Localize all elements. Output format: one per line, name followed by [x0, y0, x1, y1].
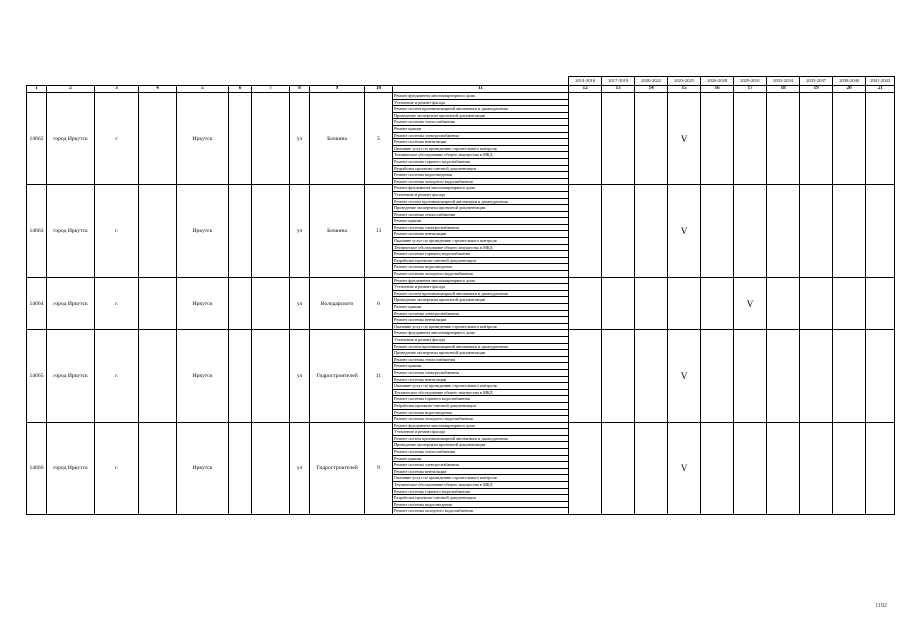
- work-type-cell: Ремонт системы водоотведения: [393, 409, 569, 416]
- work-type-cell: Оказание услуг по проведению строительного контроля: [393, 238, 569, 245]
- period-cell: [833, 422, 866, 514]
- planned-period-mark: V: [668, 93, 701, 185]
- work-type-cell: Ремонт системы электроснабжения: [393, 310, 569, 317]
- period-cell: [569, 422, 602, 514]
- work-type-cell: Утепление и ремонт фасада: [393, 191, 569, 198]
- work-type-cell: Техническое обследование общего имущества в МКД: [393, 244, 569, 251]
- period-cell: [866, 422, 895, 514]
- year-header-cell: 2014-2016: [569, 77, 602, 86]
- work-type-cell: Проведение экспертизы проектной документации: [393, 205, 569, 212]
- period-cell: [800, 330, 833, 422]
- work-type-cell: Ремонт системы вентиляции: [393, 376, 569, 383]
- planned-period-mark: V: [734, 277, 767, 330]
- period-cell: [602, 185, 635, 277]
- year-header-cell: 2020-2022: [635, 77, 668, 86]
- blank-cell: [229, 93, 252, 185]
- period-cell: [569, 277, 602, 330]
- city-cell: Иркутск: [177, 185, 229, 277]
- house-number-cell: 9: [365, 422, 393, 514]
- page-number: 1192: [875, 603, 887, 609]
- work-type-cell: Оказание услуг по проведению строительного контроля: [393, 145, 569, 152]
- blank-cell: [139, 93, 177, 185]
- work-type-cell: Утепление и ремонт фасада: [393, 284, 569, 291]
- column-number-cell: 14: [635, 86, 668, 93]
- work-type-cell: Ремонт системы вентиляции: [393, 139, 569, 146]
- work-type-cell: Ремонт системы холодного водоснабжения: [393, 178, 569, 185]
- city-cell: Иркутск: [177, 277, 229, 330]
- work-type-cell: Разработка проектно-сметной документации: [393, 165, 569, 172]
- period-cell: [668, 277, 701, 330]
- column-number-cell: 21: [866, 86, 895, 93]
- settlement-type-cell: г.: [95, 422, 139, 514]
- year-header-cell: 2017-2019: [602, 77, 635, 86]
- column-number-cell: 7: [252, 86, 290, 93]
- work-type-cell: Ремонт крыши: [393, 304, 569, 311]
- table-row: [27, 185, 895, 192]
- work-type-cell: Ремонт системы горячего водоснабжения: [393, 158, 569, 165]
- period-cell: [734, 422, 767, 514]
- blank-cell: [229, 330, 252, 422]
- street-type-cell: ул: [290, 185, 310, 277]
- column-number-cell: 10: [365, 86, 393, 93]
- city-cell: Иркутск: [177, 422, 229, 514]
- period-cell: [602, 422, 635, 514]
- period-cell: [635, 93, 668, 185]
- period-cell: [833, 330, 866, 422]
- work-type-cell: Утепление и ремонт фасада: [393, 429, 569, 436]
- work-type-cell: Ремонт системы электроснабжения: [393, 224, 569, 231]
- column-number-cell: 3: [95, 86, 139, 93]
- street-cell: Гидростроителей: [310, 330, 365, 422]
- row-id-cell: 14662: [27, 93, 47, 185]
- period-cell: [701, 185, 734, 277]
- header-blank: [27, 77, 569, 86]
- period-cell: [734, 185, 767, 277]
- work-type-cell: Ремонт систем противопожарной автоматики и дымоудаления: [393, 198, 569, 205]
- table-row: [27, 330, 895, 337]
- street-cell: Бочкина: [310, 185, 365, 277]
- street-type-cell: ул: [290, 277, 310, 330]
- year-header-row: [27, 77, 895, 86]
- work-type-cell: Ремонт крыши: [393, 125, 569, 132]
- work-type-cell: Ремонт системы горячего водоснабжения: [393, 251, 569, 258]
- work-type-cell: Проведение экспертизы проектной документации: [393, 297, 569, 304]
- table-row: [27, 93, 895, 100]
- column-number-cell: 9: [310, 86, 365, 93]
- street-cell: Гидростроителей: [310, 422, 365, 514]
- blank-cell: [252, 330, 290, 422]
- column-number-cell: 12: [569, 86, 602, 93]
- work-type-cell: Утепление и ремонт фасада: [393, 336, 569, 343]
- period-cell: [602, 93, 635, 185]
- settlement-type-cell: г.: [95, 277, 139, 330]
- period-cell: [866, 185, 895, 277]
- street-cell: Бочкина: [310, 93, 365, 185]
- work-type-cell: Ремонт системы горячего водоснабжения: [393, 488, 569, 495]
- work-type-cell: Разработка проектно-сметной документации: [393, 495, 569, 502]
- period-cell: [569, 330, 602, 422]
- period-cell: [800, 185, 833, 277]
- period-cell: [635, 422, 668, 514]
- work-type-cell: Ремонт систем противопожарной автоматики и дымоудаления: [393, 343, 569, 350]
- work-type-cell: Ремонт системы электроснабжения: [393, 462, 569, 469]
- work-type-cell: Проведение экспертизы проектной документации: [393, 442, 569, 449]
- blank-cell: [139, 330, 177, 422]
- period-cell: [866, 93, 895, 185]
- work-type-cell: Ремонт крыши: [393, 218, 569, 225]
- planned-period-mark: V: [668, 422, 701, 514]
- work-type-cell: Ремонт фундамента многоквартирного дома: [393, 93, 569, 100]
- work-type-cell: Ремонт системы теплоснабжения: [393, 356, 569, 363]
- column-number-cell: 20: [833, 86, 866, 93]
- table-row: [27, 422, 895, 429]
- period-cell: [635, 330, 668, 422]
- municipality-cell: город Иркутск: [47, 185, 95, 277]
- year-header-cell: 2029-2031: [734, 77, 767, 86]
- year-header-cell: 2023-2025: [668, 77, 701, 86]
- blank-cell: [229, 422, 252, 514]
- period-cell: [800, 422, 833, 514]
- work-type-cell: Техническое обследование общего имущества в МКД: [393, 389, 569, 396]
- period-cell: [767, 93, 800, 185]
- work-type-cell: Ремонт системы теплоснабжения: [393, 449, 569, 456]
- work-type-cell: Ремонт фундамента многоквартирного дома: [393, 185, 569, 192]
- municipality-cell: город Иркутск: [47, 277, 95, 330]
- year-header-cell: 2038-2040: [833, 77, 866, 86]
- period-cell: [800, 93, 833, 185]
- work-type-cell: Ремонт системы холодного водоснабжения: [393, 271, 569, 278]
- settlement-type-cell: г.: [95, 185, 139, 277]
- settlement-type-cell: г.: [95, 330, 139, 422]
- period-cell: [701, 277, 734, 330]
- work-type-cell: Проведение экспертизы проектной документации: [393, 350, 569, 357]
- work-type-cell: Ремонт фундамента многоквартирного дома: [393, 422, 569, 429]
- settlement-type-cell: г: [95, 93, 139, 185]
- column-number-cell: 6: [229, 86, 252, 93]
- program-table-sheet: [26, 76, 891, 515]
- period-cell: [767, 185, 800, 277]
- column-number-cell: 18: [767, 86, 800, 93]
- period-cell: [833, 277, 866, 330]
- work-type-cell: Техническое обследование общего имущества в МКД: [393, 482, 569, 489]
- street-type-cell: ул: [290, 330, 310, 422]
- work-type-cell: Оказание услуг по проведению строительного контроля: [393, 475, 569, 482]
- row-id-cell: 14663: [27, 185, 47, 277]
- blank-cell: [229, 185, 252, 277]
- period-cell: [833, 93, 866, 185]
- column-number-cell: 11: [393, 86, 569, 93]
- period-cell: [734, 330, 767, 422]
- row-id-cell: 14666: [27, 422, 47, 514]
- column-number-cell: 13: [602, 86, 635, 93]
- work-type-cell: Ремонт крыши: [393, 363, 569, 370]
- work-type-cell: Разработка проектно-сметной документации: [393, 257, 569, 264]
- blank-cell: [252, 185, 290, 277]
- blank-cell: [139, 277, 177, 330]
- house-number-cell: 6: [365, 277, 393, 330]
- work-type-cell: Ремонт системы вентиляции: [393, 231, 569, 238]
- period-cell: [569, 93, 602, 185]
- work-type-cell: Ремонт фундамента многоквартирного дома: [393, 330, 569, 337]
- work-type-cell: Проведение экспертизы проектной документации: [393, 112, 569, 119]
- period-cell: [635, 185, 668, 277]
- work-type-cell: Техническое обследование общего имущества в МКД: [393, 152, 569, 159]
- work-type-cell: Ремонт системы теплоснабжения: [393, 119, 569, 126]
- work-type-cell: Ремонт системы водоотведения: [393, 172, 569, 179]
- work-type-cell: Ремонт систем противопожарной автоматики и дымоудаления: [393, 290, 569, 297]
- work-type-cell: Ремонт систем противопожарной автоматики и дымоудаления: [393, 106, 569, 113]
- period-cell: [800, 277, 833, 330]
- street-type-cell: ул: [290, 422, 310, 514]
- work-type-cell: Ремонт системы водоотведения: [393, 501, 569, 508]
- work-type-cell: Ремонт системы холодного водоснабжения: [393, 508, 569, 515]
- work-type-cell: Ремонт системы электроснабжения: [393, 132, 569, 139]
- work-type-cell: Ремонт системы холодного водоснабжения: [393, 416, 569, 423]
- municipality-cell: город Иркутск: [47, 330, 95, 422]
- planned-period-mark: V: [668, 330, 701, 422]
- work-type-cell: Ремонт системы вентиляции: [393, 468, 569, 475]
- period-cell: [701, 330, 734, 422]
- row-id-cell: 14665: [27, 330, 47, 422]
- column-number-row: [27, 86, 895, 93]
- planned-period-mark: V: [668, 185, 701, 277]
- street-cell: Володарского: [310, 277, 365, 330]
- blank-cell: [229, 277, 252, 330]
- work-type-cell: Разработка проектно-сметной документации: [393, 402, 569, 409]
- period-cell: [701, 422, 734, 514]
- municipality-cell: город Иркутск: [47, 93, 95, 185]
- column-number-cell: 8: [290, 86, 310, 93]
- column-number-cell: 1: [27, 86, 47, 93]
- street-type-cell: ул: [290, 93, 310, 185]
- period-cell: [866, 277, 895, 330]
- period-cell: [767, 422, 800, 514]
- column-number-cell: 17: [734, 86, 767, 93]
- year-header-cell: 2035-2037: [800, 77, 833, 86]
- work-type-cell: Ремонт системы горячего водоснабжения: [393, 396, 569, 403]
- period-cell: [866, 330, 895, 422]
- city-cell: Иркутск: [177, 93, 229, 185]
- work-type-cell: Оказание услуг по проведению строительного контроля: [393, 323, 569, 330]
- blank-cell: [139, 185, 177, 277]
- period-cell: [602, 330, 635, 422]
- work-type-cell: Утепление и ремонт фасада: [393, 99, 569, 106]
- column-number-cell: 15: [668, 86, 701, 93]
- work-type-cell: Оказание услуг по проведению строительного контроля: [393, 383, 569, 390]
- work-type-cell: Ремонт крыши: [393, 455, 569, 462]
- row-id-cell: 14664: [27, 277, 47, 330]
- period-cell: [734, 93, 767, 185]
- house-number-cell: 13: [365, 185, 393, 277]
- year-header-cell: 2026-2028: [701, 77, 734, 86]
- work-type-cell: Ремонт системы электроснабжения: [393, 369, 569, 376]
- repair-program-table: [26, 76, 895, 515]
- blank-cell: [252, 93, 290, 185]
- work-type-cell: Ремонт систем противопожарной автоматики и дымоудаления: [393, 435, 569, 442]
- house-number-cell: 5: [365, 93, 393, 185]
- column-number-cell: 5: [177, 86, 229, 93]
- year-header-cell: 2041-2043: [866, 77, 895, 86]
- period-cell: [767, 277, 800, 330]
- period-cell: [602, 277, 635, 330]
- period-cell: [569, 185, 602, 277]
- year-header-cell: 2032-2034: [767, 77, 800, 86]
- column-number-cell: 2: [47, 86, 95, 93]
- period-cell: [635, 277, 668, 330]
- house-number-cell: 11: [365, 330, 393, 422]
- column-number-cell: 16: [701, 86, 734, 93]
- municipality-cell: город Иркутск: [47, 422, 95, 514]
- column-number-cell: 19: [800, 86, 833, 93]
- blank-cell: [252, 277, 290, 330]
- city-cell: Иркутск: [177, 330, 229, 422]
- work-type-cell: Ремонт фундамента многоквартирного дома: [393, 277, 569, 284]
- column-number-cell: 4: [139, 86, 177, 93]
- period-cell: [701, 93, 734, 185]
- table-row: [27, 277, 895, 284]
- work-type-cell: Ремонт системы водоотведения: [393, 264, 569, 271]
- blank-cell: [139, 422, 177, 514]
- work-type-cell: Ремонт системы вентиляции: [393, 317, 569, 324]
- period-cell: [767, 330, 800, 422]
- period-cell: [833, 185, 866, 277]
- work-type-cell: Ремонт системы теплоснабжения: [393, 211, 569, 218]
- blank-cell: [252, 422, 290, 514]
